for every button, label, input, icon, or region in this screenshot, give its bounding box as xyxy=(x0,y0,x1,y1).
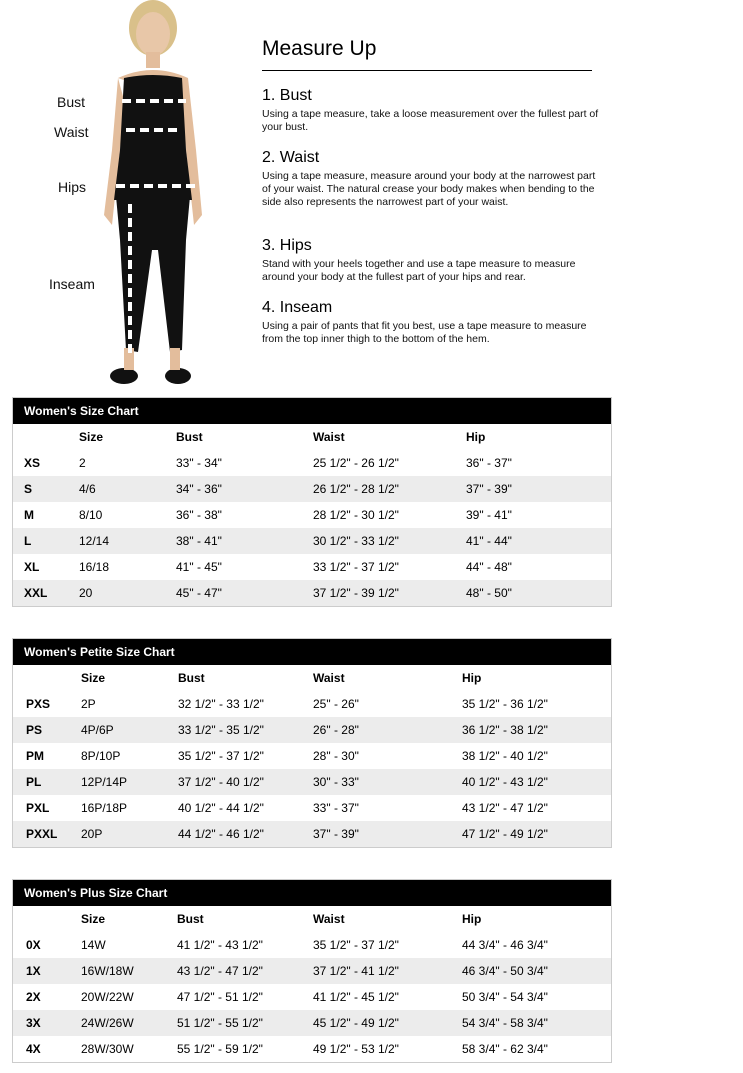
table-row xyxy=(13,932,611,958)
bust-cell: 36" - 38" xyxy=(176,508,222,522)
hip-cell: 43 1/2" - 47 1/2" xyxy=(462,801,548,815)
column-header: Waist xyxy=(313,430,345,444)
size-table xyxy=(13,906,611,1062)
step-heading: 3. Hips xyxy=(262,237,312,254)
step-heading: 1. Bust xyxy=(262,87,312,104)
waist-cell: 33" - 37" xyxy=(313,801,359,815)
waist-cell: 28 1/2" - 30 1/2" xyxy=(313,508,399,522)
waist-cell: 35 1/2" - 37 1/2" xyxy=(313,938,399,952)
column-header: Hip xyxy=(462,912,482,926)
row-label: 3X xyxy=(26,1016,41,1030)
waist-cell: 37 1/2" - 39 1/2" xyxy=(313,586,399,600)
bust-cell: 41" - 45" xyxy=(176,560,222,574)
size-cell: 8/10 xyxy=(79,508,103,522)
bust-cell: 35 1/2" - 37 1/2" xyxy=(178,749,264,763)
size-cell: 28W/30W xyxy=(81,1042,134,1056)
column-header: Bust xyxy=(178,671,205,685)
table-row xyxy=(13,795,611,821)
row-label: L xyxy=(24,534,32,548)
column-header xyxy=(13,424,79,450)
bust-cell: 51 1/2" - 55 1/2" xyxy=(177,1016,263,1030)
table-row xyxy=(13,450,611,476)
waist-cell: 30" - 33" xyxy=(313,775,359,789)
table-header-row xyxy=(13,424,611,450)
column-header: Size xyxy=(79,430,104,444)
waist-cell: 26 1/2" - 28 1/2" xyxy=(313,482,399,496)
measurement-figure xyxy=(0,0,250,392)
size-cell: 16W/18W xyxy=(81,964,134,978)
step-heading: 2. Waist xyxy=(262,149,320,166)
size-cell: 4P/6P xyxy=(81,723,114,737)
row-label: PS xyxy=(26,723,43,737)
step-text: Using a tape measure, measure around your body at the narrowest part of your waist. The natural crease your body makes when bending to the side also represents the narrowest part of your waist. xyxy=(262,170,596,208)
size-cell: 24W/26W xyxy=(81,1016,134,1030)
bust-cell: 40 1/2" - 44 1/2" xyxy=(178,801,264,815)
row-label: PXXL xyxy=(26,827,58,841)
womens-size-chart xyxy=(12,397,612,607)
table-row xyxy=(13,743,611,769)
waist-cell: 41 1/2" - 45 1/2" xyxy=(313,990,399,1004)
column-header: Hip xyxy=(462,671,482,685)
waist-cell: 37 1/2" - 41 1/2" xyxy=(313,964,399,978)
row-label: 2X xyxy=(26,990,41,1004)
hip-cell: 47 1/2" - 49 1/2" xyxy=(462,827,548,841)
hip-cell: 36 1/2" - 38 1/2" xyxy=(462,723,548,737)
bust-cell: 37 1/2" - 40 1/2" xyxy=(178,775,264,789)
hip-cell: 35 1/2" - 36 1/2" xyxy=(462,697,548,711)
hip-cell: 48" - 50" xyxy=(466,586,512,600)
hip-cell: 58 3/4" - 62 3/4" xyxy=(462,1042,548,1056)
womens-plus-size-chart xyxy=(12,879,612,1063)
row-label: 0X xyxy=(26,938,41,952)
waist-cell: 49 1/2" - 53 1/2" xyxy=(313,1042,399,1056)
size-cell: 20 xyxy=(79,586,93,600)
column-header: Waist xyxy=(313,671,345,685)
womens-petite-size-chart xyxy=(12,638,612,848)
table-row xyxy=(13,580,611,606)
table-row xyxy=(13,554,611,580)
row-label: XXL xyxy=(24,586,48,600)
row-label: PXS xyxy=(26,697,51,711)
chart-caption: Women's Size Chart xyxy=(13,398,611,424)
waist-cell: 25" - 26" xyxy=(313,697,359,711)
size-cell: 2 xyxy=(79,456,86,470)
size-cell: 14W xyxy=(81,938,106,952)
table-row xyxy=(13,984,611,1010)
step-bust xyxy=(262,86,602,134)
bust-cell: 34" - 36" xyxy=(176,482,222,496)
size-cell: 16P/18P xyxy=(81,801,128,815)
bust-cell: 44 1/2" - 46 1/2" xyxy=(178,827,264,841)
table-row xyxy=(13,528,611,554)
hips-label: Hips xyxy=(58,179,87,195)
row-label: 4X xyxy=(26,1042,41,1056)
hip-cell: 37" - 39" xyxy=(466,482,512,496)
row-label: M xyxy=(24,508,34,522)
bust-cell: 32 1/2" - 33 1/2" xyxy=(178,697,264,711)
hip-cell: 50 3/4" - 54 3/4" xyxy=(462,990,548,1004)
bust-cell: 55 1/2" - 59 1/2" xyxy=(177,1042,263,1056)
bust-cell: 45" - 47" xyxy=(176,586,222,600)
step-heading: 4. Inseam xyxy=(262,299,333,316)
column-header xyxy=(13,906,81,932)
bust-cell: 47 1/2" - 51 1/2" xyxy=(177,990,263,1004)
table-row xyxy=(13,1010,611,1036)
waist-cell: 25 1/2" - 26 1/2" xyxy=(313,456,399,470)
bust-cell: 41 1/2" - 43 1/2" xyxy=(177,938,263,952)
table-row xyxy=(13,717,611,743)
column-header: Hip xyxy=(466,430,486,444)
step-text: Using a pair of pants that fit you best, use a tape measure to measure from the top inner thigh to the bottom of the hem. xyxy=(262,320,587,345)
hip-cell: 41" - 44" xyxy=(466,534,512,548)
step-text: Stand with your heels together and use a tape measure to measure around your body at the fullest part of your hips and rear. xyxy=(262,258,576,283)
waist-cell: 37" - 39" xyxy=(313,827,359,841)
column-header: Bust xyxy=(176,430,203,444)
bust-cell: 33 1/2" - 35 1/2" xyxy=(178,723,264,737)
page-title: Measure Up xyxy=(262,37,377,60)
size-cell: 20P xyxy=(81,827,103,841)
row-label: PM xyxy=(26,749,44,763)
row-label: PL xyxy=(26,775,42,789)
table-header-row xyxy=(13,906,611,932)
size-cell: 8P/10P xyxy=(81,749,121,763)
table-row xyxy=(13,821,611,847)
hip-cell: 36" - 37" xyxy=(466,456,512,470)
hip-cell: 54 3/4" - 58 3/4" xyxy=(462,1016,548,1030)
waist-cell: 26" - 28" xyxy=(313,723,359,737)
model-illustration xyxy=(0,0,250,392)
size-cell: 12/14 xyxy=(79,534,110,548)
waist-cell: 33 1/2" - 37 1/2" xyxy=(313,560,399,574)
step-inseam xyxy=(262,298,602,346)
bust-cell: 33" - 34" xyxy=(176,456,222,470)
bust-cell: 43 1/2" - 47 1/2" xyxy=(177,964,263,978)
column-header: Waist xyxy=(313,912,345,926)
size-cell: 20W/22W xyxy=(81,990,134,1004)
row-label: PXL xyxy=(26,801,50,815)
hip-cell: 46 3/4" - 50 3/4" xyxy=(462,964,548,978)
column-header: Bust xyxy=(177,912,204,926)
table-row xyxy=(13,1036,611,1062)
size-cell: 16/18 xyxy=(79,560,110,574)
table-row xyxy=(13,769,611,795)
size-table xyxy=(13,424,611,606)
hip-cell: 44 3/4" - 46 3/4" xyxy=(462,938,548,952)
bust-cell: 38" - 41" xyxy=(176,534,222,548)
waist-cell: 28" - 30" xyxy=(313,749,359,763)
table-row xyxy=(13,502,611,528)
chart-caption: Women's Plus Size Chart xyxy=(13,880,611,906)
table-row xyxy=(13,958,611,984)
hip-cell: 38 1/2" - 40 1/2" xyxy=(462,749,548,763)
size-cell: 12P/14P xyxy=(81,775,128,789)
waist-cell: 45 1/2" - 49 1/2" xyxy=(313,1016,399,1030)
row-label: S xyxy=(24,482,33,496)
title-divider xyxy=(262,70,592,71)
column-header: Size xyxy=(81,671,106,685)
row-label: XS xyxy=(24,456,41,470)
size-table xyxy=(13,665,611,847)
table-row xyxy=(13,476,611,502)
size-cell: 4/6 xyxy=(79,482,96,496)
table-header-row xyxy=(13,665,611,691)
inseam-label: Inseam xyxy=(49,276,95,292)
hip-cell: 44" - 48" xyxy=(466,560,512,574)
row-label: 1X xyxy=(26,964,41,978)
row-label: XL xyxy=(24,560,40,574)
hip-cell: 40 1/2" - 43 1/2" xyxy=(462,775,548,789)
step-text: Using a tape measure, take a loose measurement over the fullest part of your bust. xyxy=(262,108,599,133)
step-hips xyxy=(262,236,602,284)
table-row xyxy=(13,691,611,717)
step-waist xyxy=(262,148,602,209)
hip-cell: 39" - 41" xyxy=(466,508,512,522)
column-header xyxy=(13,665,81,691)
column-header: Size xyxy=(81,912,106,926)
measure-up-section xyxy=(262,36,599,345)
bust-label: Bust xyxy=(57,94,86,110)
waist-cell: 30 1/2" - 33 1/2" xyxy=(313,534,399,548)
chart-caption: Women's Petite Size Chart xyxy=(13,639,611,665)
size-cell: 2P xyxy=(81,697,96,711)
waist-label: Waist xyxy=(54,124,89,140)
